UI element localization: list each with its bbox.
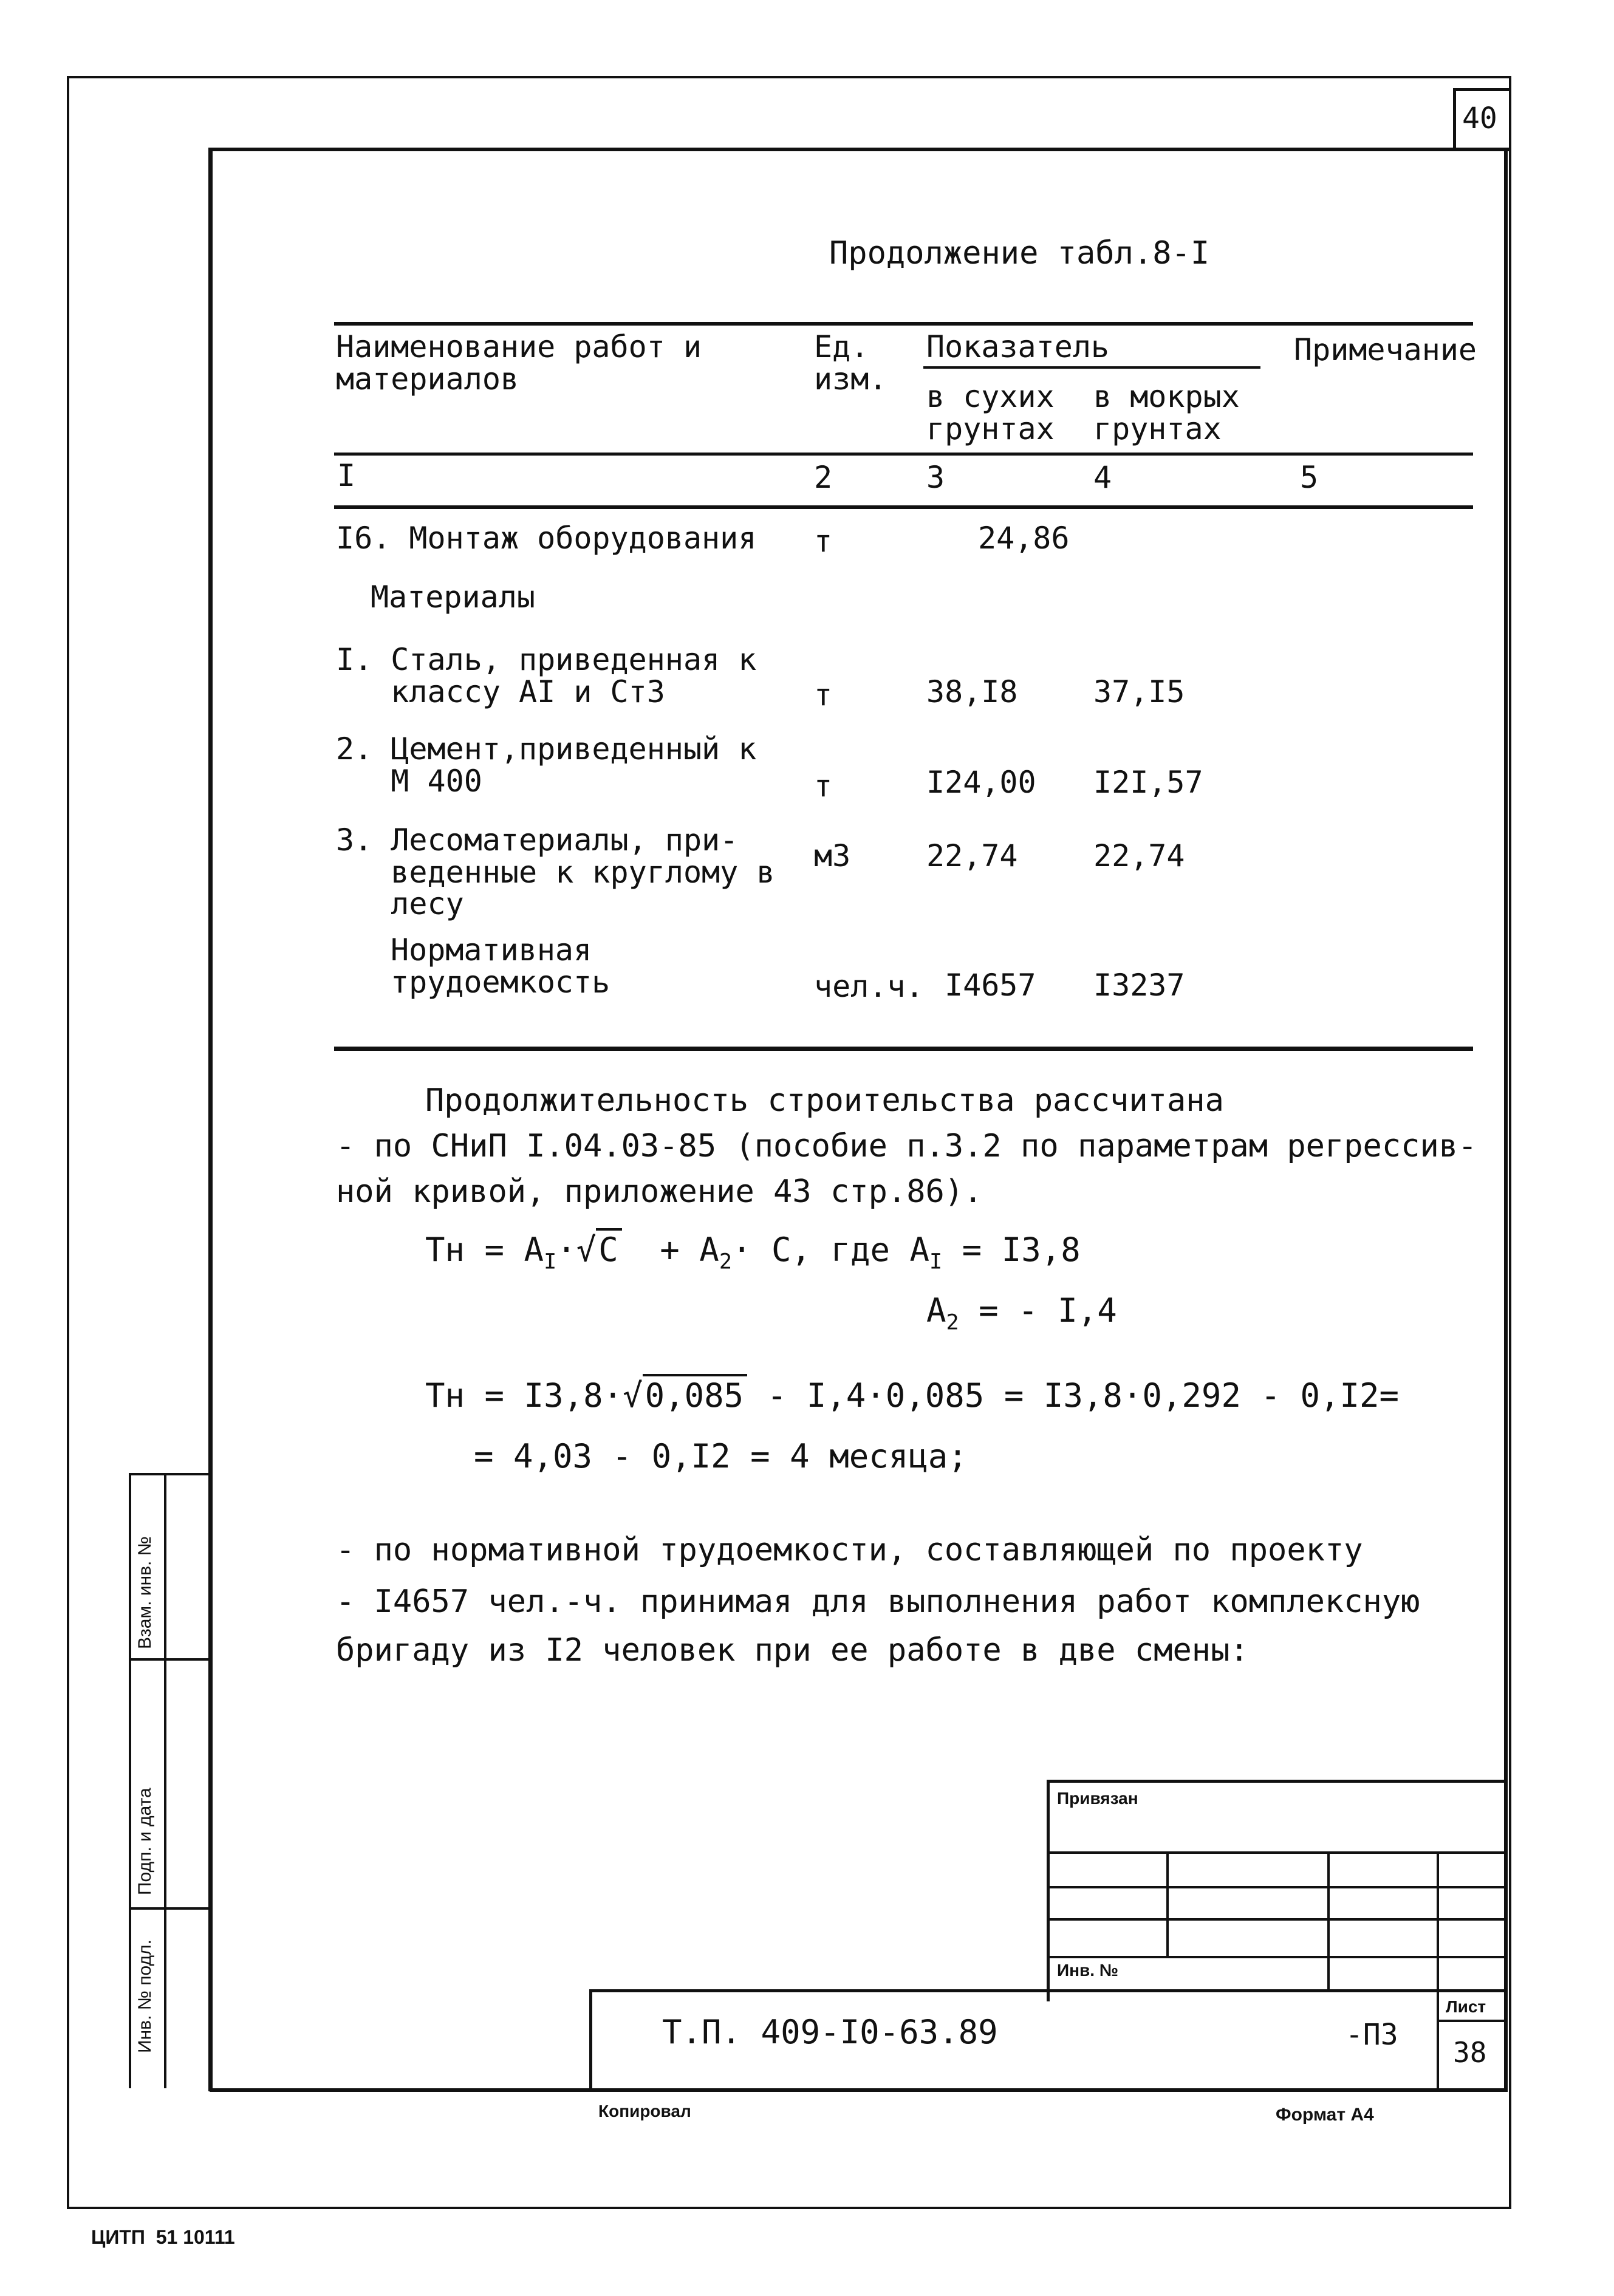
row-cement-dry: I24,00 <box>926 765 1036 800</box>
tb-privyazan: Привязан <box>1057 1789 1138 1808</box>
row-labour-name: Нормативная трудоемкость <box>391 932 610 1000</box>
row-timber-wet: 22,74 <box>1093 838 1185 873</box>
colnum-bottom-rule <box>334 505 1473 509</box>
row-montazh-unit: т <box>814 524 833 559</box>
formula-1-sub3: I <box>929 1249 943 1274</box>
side-strip-top-line <box>129 1473 210 1475</box>
side-strip-div2 <box>129 1907 210 1910</box>
side-label-vzam: Взам. инв. № <box>135 1536 155 1649</box>
colnum-2: 2 <box>814 460 833 495</box>
row-montazh-value: 24,86 <box>978 521 1070 556</box>
para2-line1: - по нормативной трудоемкости, составляющей по проекту <box>336 1532 1363 1568</box>
table-bottom-rule <box>334 1047 1473 1051</box>
row-timber-unit: м3 <box>814 838 851 873</box>
colnum-4: 4 <box>1093 460 1112 495</box>
formula-1-mid: + A <box>660 1231 719 1269</box>
frame-top-line <box>210 148 1511 151</box>
row-timber-name: 3. Лесоматериалы, при- веденные к круглому в лесу <box>336 822 775 921</box>
tb-col2 <box>1327 1851 1330 1991</box>
tb-doc-code: Т.П. 409-I0-63.89 <box>662 2013 998 2051</box>
para2-line3: бригаду из I2 человек при ее работе в две смены: <box>336 1632 1249 1669</box>
frame-left-line <box>208 148 213 2091</box>
row-labour-dry: I4657 <box>945 968 1036 1003</box>
row-materials-heading: Материалы <box>371 579 535 615</box>
row-steel-dry: 38,I8 <box>926 674 1018 709</box>
row-labour-unit: чел.ч. <box>814 969 924 1004</box>
colnum-3: 3 <box>926 460 945 495</box>
formula-3-rest: - I,4·0,085 = I3,8·0,292 - 0,I2= <box>747 1376 1400 1415</box>
formula-2 <box>926 1291 1117 1335</box>
formula-1-radicand: C <box>596 1228 622 1269</box>
header-wet: в мокрых грунтах <box>1093 379 1240 446</box>
row-steel-wet: 37,I5 <box>1093 674 1185 709</box>
tb-main-top <box>589 1989 1508 1992</box>
footer-format: Формат А4 <box>1276 2105 1374 2125</box>
header-indicator: Показатель <box>926 329 1110 364</box>
tb-col1 <box>1166 1851 1169 1956</box>
row-timber-dry: 22,74 <box>926 838 1018 873</box>
formula-2-val: = - I,4 <box>959 1291 1117 1330</box>
header-name: Наименование работ и материалов <box>336 329 702 397</box>
outer-bottom-line <box>67 2207 1511 2209</box>
side-strip-left-line <box>129 1473 131 2088</box>
formula-3-lhs: Тн = I3,8· <box>425 1376 623 1415</box>
formula-4: = 4,03 - 0,I2 = 4 месяца; <box>474 1437 968 1475</box>
tb-main-left <box>589 1989 592 2089</box>
row-steel-name: I. Сталь, приведенная к классу AI и СтЗ <box>336 642 757 709</box>
table-caption: Продолжение табл.8-I <box>829 235 1210 272</box>
outer-left-line <box>67 76 69 2208</box>
para1-line2: - по СНиП I.04.03-85 (пособие п.3.2 по параметрам регрессив- <box>336 1128 1477 1164</box>
para2-line2: - I4657 чел.-ч. принимая для выполнения работ комплексную <box>336 1584 1420 1620</box>
tb-left <box>1047 1780 1050 2001</box>
formula-1-rest: · C, где A <box>731 1231 930 1269</box>
formula-1-lhs: Тн = A <box>425 1231 544 1269</box>
tb-sheet-left <box>1437 1989 1439 2089</box>
row-cement-name: 2. Цемент,приведенный к М 400 <box>336 731 757 799</box>
header-note: Примечание <box>1294 332 1477 367</box>
colnum-1: I <box>337 458 356 493</box>
footer-printer: ЦИТП 51 10111 <box>91 2226 235 2248</box>
sqrt-sign-2: √ <box>623 1376 643 1415</box>
side-label-inv-podl: Инв. № подл. <box>135 1939 155 2053</box>
outer-top-line <box>67 76 1511 78</box>
side-strip-right-line <box>164 1473 166 2088</box>
indicator-underline <box>923 366 1260 369</box>
header-dry: в сухих грунтах <box>926 379 1055 446</box>
frame-right-line <box>1504 148 1508 2091</box>
footer-copied: Копировал <box>598 2102 691 2120</box>
formula-1-dot: · <box>556 1231 576 1269</box>
header-unit: Ед. изм. <box>814 329 887 397</box>
formula-1 <box>425 1233 1081 1273</box>
colnum-5: 5 <box>1300 460 1319 495</box>
frame-bottom-line <box>210 2088 1508 2092</box>
formula-3 <box>425 1376 1400 1415</box>
page-number: 40 <box>1462 101 1497 135</box>
formula-2-sub: 2 <box>946 1310 959 1335</box>
tb-top <box>1047 1780 1506 1783</box>
tb-col3 <box>1437 1851 1439 1991</box>
side-label-podp: Подп. и дата <box>135 1788 155 1895</box>
tb-inv-no: Инв. № <box>1057 1961 1119 1980</box>
formula-2-a: A <box>926 1291 946 1330</box>
outer-right-line <box>1509 76 1511 2208</box>
row-steel-unit: т <box>814 677 833 712</box>
formula-1-sub2: 2 <box>719 1249 732 1274</box>
tb-section: -ПЗ <box>1346 2018 1398 2052</box>
tb-sheet-number: 38 <box>1453 2036 1487 2069</box>
row-montazh-name: I6. Монтаж оборудования <box>336 521 757 556</box>
para1-line1: Продолжительность строительства рассчитана <box>425 1082 1224 1119</box>
side-strip-div1 <box>129 1658 210 1661</box>
row-cement-unit: т <box>814 768 833 804</box>
sqrt-sign: √ <box>576 1231 597 1269</box>
formula-3-radicand: 0,085 <box>643 1374 748 1415</box>
header-bottom-rule <box>334 453 1473 456</box>
row-cement-wet: I2I,57 <box>1093 765 1203 800</box>
formula-1-sub1: I <box>544 1249 557 1274</box>
para1-line3: ной кривой, приложение 43 стр.86). <box>336 1174 983 1210</box>
table-top-rule <box>334 322 1473 326</box>
tb-sheet-label: Лист <box>1446 1997 1486 2016</box>
formula-1-val: = I3,8 <box>942 1231 1081 1269</box>
row-labour-wet: I3237 <box>1093 968 1185 1003</box>
tb-sheet-mid <box>1437 2020 1508 2022</box>
